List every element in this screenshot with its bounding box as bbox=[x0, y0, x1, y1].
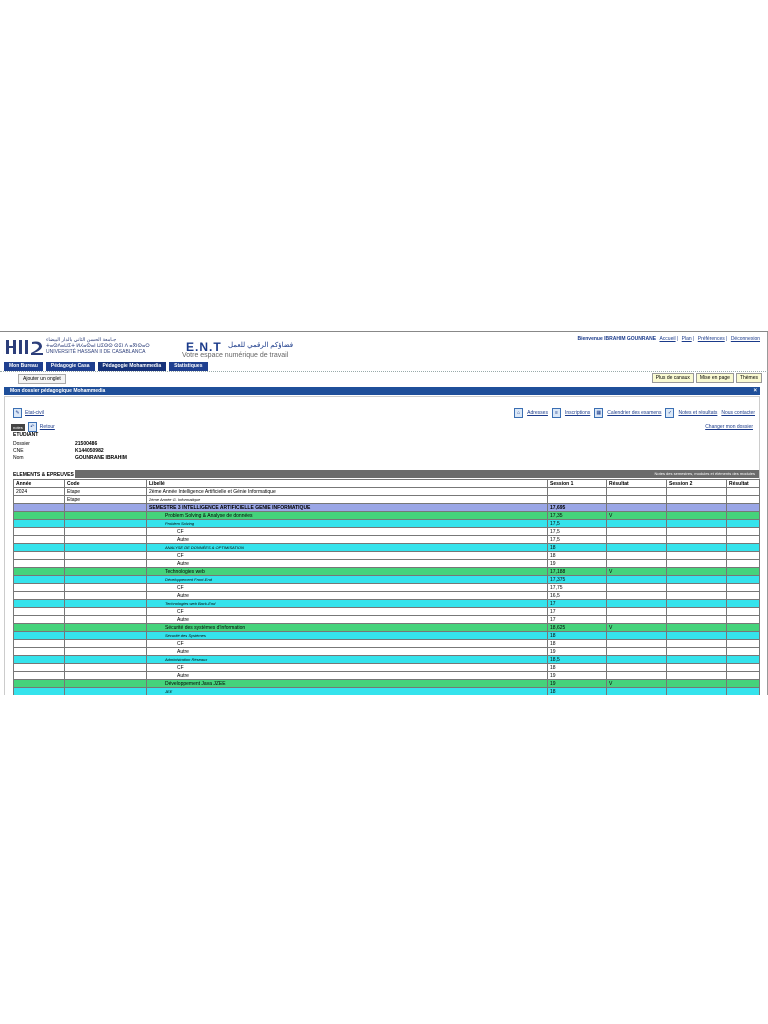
row-libelle: Autre bbox=[147, 592, 548, 600]
row-resultat1: V bbox=[607, 512, 667, 520]
row-session2 bbox=[667, 560, 727, 568]
dossier-content bbox=[4, 396, 760, 695]
col-code: Code bbox=[65, 480, 147, 488]
row-code bbox=[65, 624, 147, 632]
table-row bbox=[14, 568, 760, 576]
row-session1: 19 bbox=[548, 560, 607, 568]
row-code bbox=[65, 552, 147, 560]
row-annee bbox=[14, 536, 65, 544]
col-resultat1: Résultat bbox=[607, 480, 667, 488]
row-code bbox=[65, 656, 147, 664]
layout-buttons bbox=[652, 373, 762, 383]
table-row bbox=[14, 528, 760, 536]
row-resultat1 bbox=[607, 504, 667, 512]
row-code bbox=[65, 640, 147, 648]
notes-legend-bar: Notes des semestres, modules et éléments des modules bbox=[75, 470, 759, 478]
row-annee bbox=[14, 584, 65, 592]
table-row bbox=[14, 616, 760, 624]
info-value: GOUNRANE IBRAHIM bbox=[75, 455, 127, 461]
calendrier-link[interactable]: Calendrier des examens bbox=[607, 410, 662, 416]
row-session2 bbox=[667, 632, 727, 640]
row-session1: 18 bbox=[548, 632, 607, 640]
row-resultat2 bbox=[727, 528, 760, 536]
row-session2 bbox=[667, 568, 727, 576]
row-session2 bbox=[667, 544, 727, 552]
row-resultat1 bbox=[607, 664, 667, 672]
info-row-cne bbox=[13, 448, 127, 455]
table-row bbox=[14, 552, 760, 560]
row-resultat2 bbox=[727, 608, 760, 616]
table-row bbox=[14, 624, 760, 632]
row-code bbox=[65, 584, 147, 592]
row-session1: 18 bbox=[548, 544, 607, 552]
row-session1: 16,5 bbox=[548, 592, 607, 600]
row-resultat1 bbox=[607, 528, 667, 536]
row-resultat1: V bbox=[607, 624, 667, 632]
link-accueil[interactable]: Accueil bbox=[659, 336, 676, 342]
table-row bbox=[14, 504, 760, 512]
row-resultat1 bbox=[607, 608, 667, 616]
row-session2 bbox=[667, 512, 727, 520]
row-session1: 19 bbox=[548, 648, 607, 656]
row-resultat1: V bbox=[607, 568, 667, 576]
row-resultat1 bbox=[607, 544, 667, 552]
row-annee bbox=[14, 520, 65, 528]
row-libelle: ANALYSE DE DONNÉES & OPTIMISATION bbox=[147, 544, 548, 552]
add-tab-button[interactable]: Ajouter un onglet bbox=[18, 374, 66, 384]
row-resultat1 bbox=[607, 520, 667, 528]
grades-table bbox=[13, 479, 760, 695]
calendar-icon: ▦ bbox=[594, 408, 603, 418]
row-session2 bbox=[667, 672, 727, 680]
channel-title: Mon dossier pédagogique Mohammedia bbox=[10, 388, 106, 394]
row-session2 bbox=[667, 680, 727, 688]
elements-heading: ELEMENTS & EPREUVES bbox=[13, 472, 74, 478]
row-resultat1 bbox=[607, 536, 667, 544]
row-code bbox=[65, 688, 147, 696]
row-resultat2 bbox=[727, 576, 760, 584]
row-session2 bbox=[667, 600, 727, 608]
row-resultat2 bbox=[727, 488, 760, 496]
row-annee bbox=[14, 560, 65, 568]
row-session2 bbox=[667, 616, 727, 624]
row-resultat2 bbox=[727, 504, 760, 512]
row-session2 bbox=[667, 552, 727, 560]
row-session1: 18 bbox=[548, 640, 607, 648]
row-code: Etape bbox=[65, 496, 147, 504]
row-libelle: Technologies web bbox=[147, 568, 548, 576]
row-session2 bbox=[667, 608, 727, 616]
row-code bbox=[65, 576, 147, 584]
row-session1: 17,5 bbox=[548, 520, 607, 528]
changer-dossier-link[interactable]: Changer mon dossier bbox=[705, 424, 753, 430]
notes-resultats-link[interactable]: Notes et résultats bbox=[678, 410, 718, 416]
row-code bbox=[65, 616, 147, 624]
link-preferences[interactable]: Préférences bbox=[697, 336, 725, 342]
row-resultat1 bbox=[607, 656, 667, 664]
row-resultat1 bbox=[607, 640, 667, 648]
row-session2 bbox=[667, 592, 727, 600]
row-libelle: Développement Front-End bbox=[147, 576, 548, 584]
row-session1: 17,375 bbox=[548, 576, 607, 584]
row-resultat2 bbox=[727, 544, 760, 552]
row-session2 bbox=[667, 688, 727, 696]
row-libelle: JEE bbox=[147, 688, 548, 696]
row-resultat1 bbox=[607, 672, 667, 680]
tab-statistiques[interactable]: Statistiques bbox=[169, 362, 207, 371]
row-session2 bbox=[667, 584, 727, 592]
student-info bbox=[13, 441, 127, 462]
welcome-text: Bienvenue IBRAHIM GOUNRANE bbox=[577, 336, 657, 342]
row-resultat1 bbox=[607, 576, 667, 584]
table-row bbox=[14, 664, 760, 672]
row-resultat2 bbox=[727, 632, 760, 640]
row-session1: 17 bbox=[548, 616, 607, 624]
row-session1: 18,5 bbox=[548, 656, 607, 664]
row-resultat1 bbox=[607, 688, 667, 696]
row-annee: 2024 bbox=[14, 488, 65, 496]
row-libelle: CF bbox=[147, 640, 548, 648]
tab-mon-bureau[interactable]: Mon Bureau bbox=[4, 362, 43, 371]
row-resultat1 bbox=[607, 496, 667, 504]
link-deconnexion[interactable]: Déconnexion bbox=[730, 336, 760, 342]
tab-pedagogie-mohammedia[interactable]: Pédagogie Mohammedia bbox=[98, 362, 167, 371]
row-libelle: CF bbox=[147, 528, 548, 536]
row-resultat2 bbox=[727, 688, 760, 696]
info-row-nom bbox=[13, 455, 127, 462]
row-resultat2 bbox=[727, 680, 760, 688]
row-annee bbox=[14, 608, 65, 616]
row-annee bbox=[14, 648, 65, 656]
table-row bbox=[14, 600, 760, 608]
row-annee bbox=[14, 528, 65, 536]
table-row bbox=[14, 640, 760, 648]
row-session2 bbox=[667, 640, 727, 648]
row-session1: 18,625 bbox=[548, 624, 607, 632]
row-code bbox=[65, 648, 147, 656]
row-session1: 17,5 bbox=[548, 528, 607, 536]
etudiant-heading: ETUDIANT bbox=[13, 432, 39, 438]
row-annee bbox=[14, 632, 65, 640]
table-row bbox=[14, 576, 760, 584]
row-libelle: Développement Java JZEE bbox=[147, 680, 548, 688]
row-libelle: Sécurité des systèmes d'information bbox=[147, 624, 548, 632]
row-code bbox=[65, 600, 147, 608]
row-session1: 19 bbox=[548, 672, 607, 680]
row-libelle: Autre bbox=[147, 560, 548, 568]
retour-row bbox=[11, 422, 55, 432]
row-resultat1 bbox=[607, 616, 667, 624]
row-session2 bbox=[667, 528, 727, 536]
row-libelle: CF bbox=[147, 664, 548, 672]
table-row bbox=[14, 584, 760, 592]
row-code bbox=[65, 680, 147, 688]
row-session1 bbox=[548, 496, 607, 504]
row-session2 bbox=[667, 520, 727, 528]
row-annee bbox=[14, 664, 65, 672]
ent-portal-screenshot bbox=[0, 331, 768, 695]
table-row bbox=[14, 592, 760, 600]
grades-body bbox=[14, 488, 760, 696]
notes-button[interactable]: notes bbox=[13, 424, 23, 430]
ent-arabic-title: فضاؤكم الرقمي للعمل bbox=[228, 342, 294, 349]
row-resultat2 bbox=[727, 640, 760, 648]
row-session2 bbox=[667, 576, 727, 584]
channel-title-bar bbox=[4, 387, 760, 395]
row-annee bbox=[14, 616, 65, 624]
row-resultat2 bbox=[727, 496, 760, 504]
row-code bbox=[65, 632, 147, 640]
row-code bbox=[65, 536, 147, 544]
row-annee bbox=[14, 576, 65, 584]
row-session1: 17 bbox=[548, 608, 607, 616]
university-logo-icon bbox=[5, 337, 45, 357]
row-libelle: Sécurité des Systèmes bbox=[147, 632, 548, 640]
table-row bbox=[14, 560, 760, 568]
row-resultat1 bbox=[607, 592, 667, 600]
table-row bbox=[14, 672, 760, 680]
row-resultat2 bbox=[727, 664, 760, 672]
row-libelle: SEMESTRE 3 INTELLIGENCE ARTIFICIELLE GENIE INFORMATIQUE bbox=[147, 504, 548, 512]
row-libelle: Technologies web Back-End bbox=[147, 600, 548, 608]
results-icon: ✓ bbox=[665, 408, 674, 418]
row-session1: 17,188 bbox=[548, 568, 607, 576]
row-annee bbox=[14, 568, 65, 576]
page-layout-button[interactable]: Mise en page bbox=[696, 373, 734, 383]
row-resultat2 bbox=[727, 624, 760, 632]
link-plan[interactable]: Plan bbox=[681, 336, 692, 342]
inscriptions-icon: ≡ bbox=[552, 408, 561, 418]
row-session2 bbox=[667, 624, 727, 632]
row-annee bbox=[14, 672, 65, 680]
university-name-tifinagh: ⵜⴰⵙⴷⴰⵡⵉⵜ ⵍⵃⴰⵙⴰⵏ ⵡⵉⵙⵙ ⵙⵉⵏ ⴷ ⴰⴳⵏⵙⴰⵔ bbox=[46, 343, 150, 349]
row-resultat2 bbox=[727, 600, 760, 608]
row-resultat2 bbox=[727, 592, 760, 600]
row-resultat2 bbox=[727, 560, 760, 568]
table-row bbox=[14, 544, 760, 552]
row-resultat1 bbox=[607, 584, 667, 592]
row-session1: 17 bbox=[548, 600, 607, 608]
ent-tagline: Votre espace numérique de travail bbox=[182, 352, 289, 359]
row-annee bbox=[14, 552, 65, 560]
row-code bbox=[65, 560, 147, 568]
table-row bbox=[14, 536, 760, 544]
info-key: Dossier bbox=[13, 441, 30, 447]
row-resultat1 bbox=[607, 560, 667, 568]
info-value: 21500486 bbox=[75, 441, 98, 447]
table-row bbox=[14, 608, 760, 616]
row-session2 bbox=[667, 488, 727, 496]
info-key: Nom bbox=[13, 455, 24, 461]
table-row bbox=[14, 512, 760, 520]
row-resultat2 bbox=[727, 552, 760, 560]
row-resultat2 bbox=[727, 520, 760, 528]
row-resultat2 bbox=[727, 656, 760, 664]
table-header-row bbox=[14, 480, 760, 488]
col-libelle: Libellé bbox=[147, 480, 548, 488]
row-resultat2 bbox=[727, 616, 760, 624]
row-annee bbox=[14, 592, 65, 600]
etat-civil-link-group bbox=[13, 408, 44, 418]
row-code bbox=[65, 544, 147, 552]
row-session2 bbox=[667, 496, 727, 504]
table-row bbox=[14, 496, 760, 504]
dossier-links bbox=[514, 408, 755, 418]
row-libelle: Problem Solving bbox=[147, 520, 548, 528]
themes-button[interactable]: Thèmes bbox=[736, 373, 762, 383]
inscriptions-link[interactable]: Inscriptions bbox=[564, 410, 591, 416]
retour-link[interactable]: Retour bbox=[39, 424, 55, 430]
info-value: K144050982 bbox=[75, 448, 104, 454]
row-resultat1 bbox=[607, 488, 667, 496]
row-session1: 19 bbox=[548, 680, 607, 688]
row-session1 bbox=[548, 488, 607, 496]
row-code bbox=[65, 528, 147, 536]
portal-header bbox=[0, 332, 768, 360]
row-libelle: Autre bbox=[147, 536, 548, 544]
info-key: CNE bbox=[13, 448, 24, 454]
row-resultat2 bbox=[727, 648, 760, 656]
ent-logo: E.N.T bbox=[186, 340, 222, 354]
row-annee bbox=[14, 600, 65, 608]
row-code bbox=[65, 504, 147, 512]
university-name-french: UNIVERSITÉ HASSAN II DE CASABLANCA bbox=[46, 349, 146, 355]
row-annee bbox=[14, 544, 65, 552]
row-session2 bbox=[667, 656, 727, 664]
row-libelle: Autre bbox=[147, 672, 548, 680]
table-row bbox=[14, 648, 760, 656]
info-row-dossier bbox=[13, 441, 127, 448]
col-session2: Session 2 bbox=[667, 480, 727, 488]
row-libelle: CF bbox=[147, 584, 548, 592]
row-resultat1: V bbox=[607, 680, 667, 688]
table-row bbox=[14, 680, 760, 688]
row-annee bbox=[14, 512, 65, 520]
col-annee: Année bbox=[14, 480, 65, 488]
row-session1: 18 bbox=[548, 552, 607, 560]
row-code bbox=[65, 672, 147, 680]
row-session1: 17,695 bbox=[548, 504, 607, 512]
row-annee bbox=[14, 640, 65, 648]
row-libelle: 2ème Année Intelligence Artificielle et Génie Informatique bbox=[147, 488, 548, 496]
main-nav bbox=[4, 362, 208, 371]
row-libelle: Autre bbox=[147, 648, 548, 656]
address-icon: ⌂ bbox=[514, 408, 523, 418]
row-code: Etape bbox=[65, 488, 147, 496]
tab-pedagogie-casa[interactable]: Pédagogie Casa bbox=[46, 362, 95, 371]
row-resultat2 bbox=[727, 568, 760, 576]
row-code bbox=[65, 568, 147, 576]
row-annee bbox=[14, 624, 65, 632]
row-session1: 17,5 bbox=[548, 536, 607, 544]
col-session1: Session 1 bbox=[548, 480, 607, 488]
row-libelle: CF bbox=[147, 608, 548, 616]
table-row bbox=[14, 688, 760, 696]
row-session2 bbox=[667, 504, 727, 512]
col-resultat2: Résultat bbox=[727, 480, 760, 488]
row-annee bbox=[14, 680, 65, 688]
row-libelle: CF bbox=[147, 552, 548, 560]
university-name-arabic: جـامعة الحسن الثاني بالدار البيضاء bbox=[46, 337, 117, 343]
row-annee bbox=[14, 688, 65, 696]
row-annee bbox=[14, 656, 65, 664]
row-resultat2 bbox=[727, 672, 760, 680]
row-session2 bbox=[667, 536, 727, 544]
row-resultat1 bbox=[607, 632, 667, 640]
row-session1: 17,35 bbox=[548, 512, 607, 520]
row-resultat2 bbox=[727, 584, 760, 592]
row-libelle: Problem Solving & Analyse de données bbox=[147, 512, 548, 520]
table-row bbox=[14, 656, 760, 664]
row-session2 bbox=[667, 664, 727, 672]
close-icon[interactable]: × bbox=[753, 388, 757, 394]
table-row bbox=[14, 488, 760, 496]
nous-contacter-link[interactable]: Nous contacter bbox=[721, 410, 755, 416]
back-arrow-icon[interactable]: ↶ bbox=[28, 422, 37, 432]
row-resultat1 bbox=[607, 552, 667, 560]
etat-civil-link[interactable]: Etat-civil bbox=[25, 410, 44, 416]
row-libelle: Administration Réseaux bbox=[147, 656, 548, 664]
row-resultat1 bbox=[607, 600, 667, 608]
row-resultat2 bbox=[727, 536, 760, 544]
row-session1: 18 bbox=[548, 664, 607, 672]
university-name bbox=[46, 337, 150, 355]
user-menu: Bienvenue IBRAHIM GOUNRANE Accueil | Plan | Préférences | Déconnexion bbox=[577, 336, 760, 342]
table-row bbox=[14, 632, 760, 640]
adresses-link[interactable]: Adresses bbox=[527, 410, 548, 416]
table-row bbox=[14, 520, 760, 528]
row-code bbox=[65, 592, 147, 600]
pencil-icon: ✎ bbox=[13, 408, 22, 418]
row-code bbox=[65, 664, 147, 672]
row-libelle: 2ème Année G. Informatique bbox=[147, 496, 548, 504]
row-session1: 18 bbox=[548, 688, 607, 696]
row-annee bbox=[14, 496, 65, 504]
row-code bbox=[65, 512, 147, 520]
row-libelle: Autre bbox=[147, 616, 548, 624]
row-resultat1 bbox=[607, 648, 667, 656]
row-code bbox=[65, 520, 147, 528]
row-annee bbox=[14, 504, 65, 512]
row-session1: 17,75 bbox=[548, 584, 607, 592]
row-session2 bbox=[667, 648, 727, 656]
row-resultat2 bbox=[727, 512, 760, 520]
more-channels-button[interactable]: Plus de canaux bbox=[652, 373, 694, 383]
row-code bbox=[65, 608, 147, 616]
